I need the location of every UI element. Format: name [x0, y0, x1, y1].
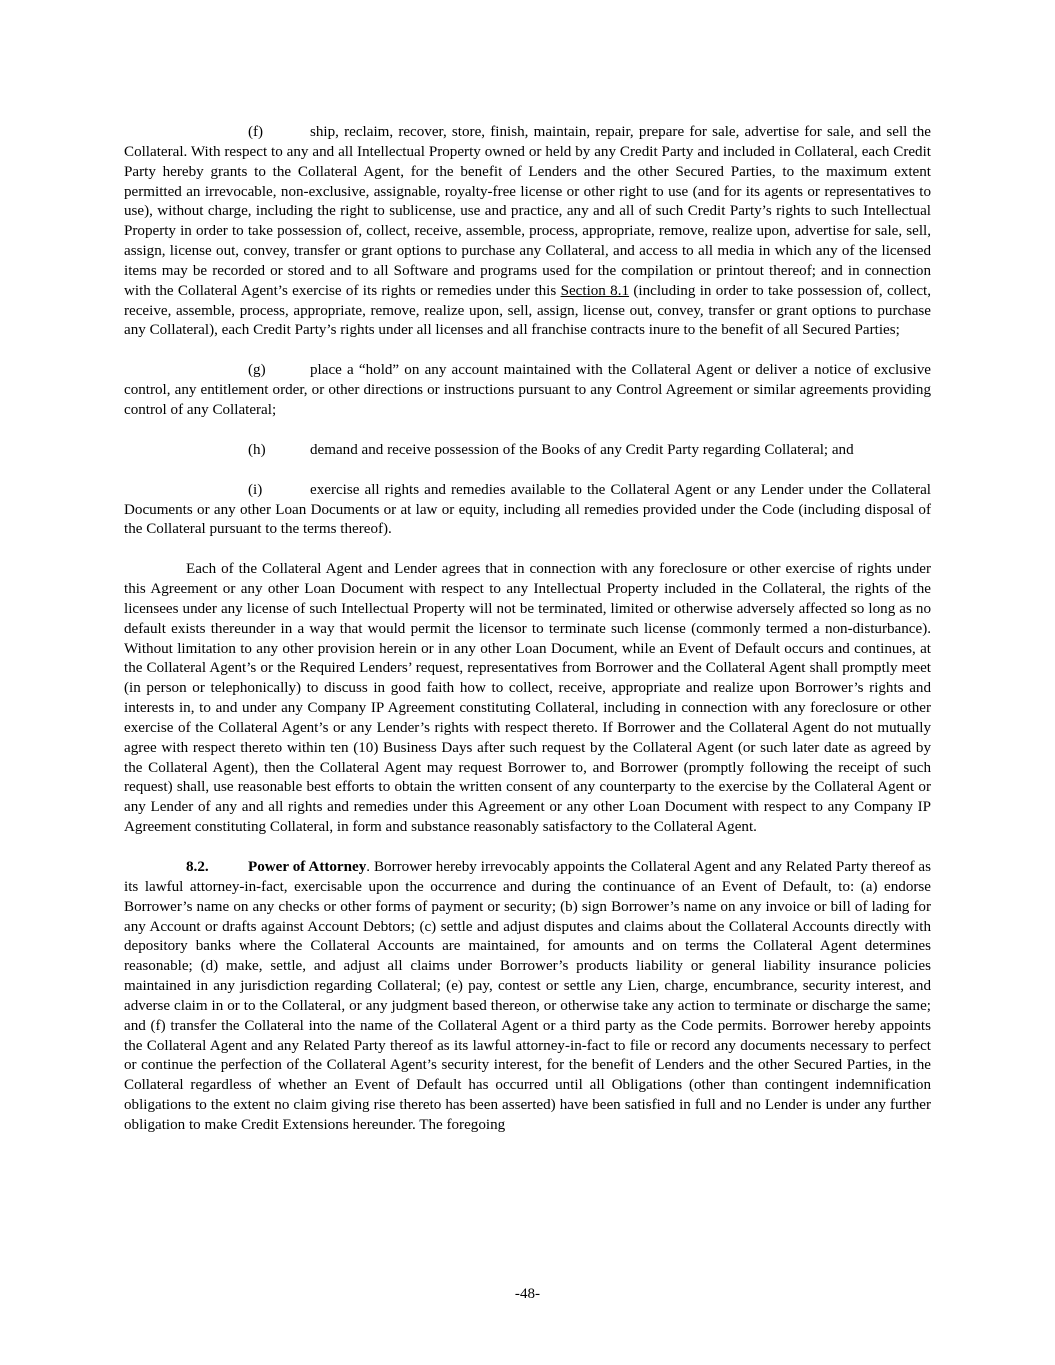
non-disturbance-paragraph: Each of the Collateral Agent and Lender agrees that in connection with any foreclosure or other exercise of rights under this Agreement or any other Loan Document with respect to any Intellectual Property included in the Collateral, the rights of the licensees under any license of such Intellectual Property will not be terminated, limited or otherwise adversely affected so long as no default exists thereunder in a way that would permit the licensor to terminate such license (commonly termed a non-disturbance). Without limitation to any other provision herein or in any other Loan Document, while an Event of Default occurs and continues, at the Collateral Agent’s or the Required Lenders’ request, representatives from Borrower and the Collateral Agent shall promptly meet (in person or telephonically) to discuss in good faith how to collect, receive, appropriate and realize upon Borrower’s rights and interests in, to and under any Company IP Agreement constituting Collateral, including in connection with any foreclosure or other exercise of the Collateral Agent’s or any Lender’s rights with respect thereto. If Borrower and the Collateral Agent do not mutually agree with respect thereto within ten (10) Business Days after such request by the Collateral Agent (or such later date as agreed by the Collateral Agent), then the Collateral Agent may request Borrower to, and Borrower (promptly following the receipt of such request) shall, use reasonable best efforts to obtain the written consent of any counterparty to the exercise by the Collateral Agent or any Lender of any and all rights and remedies under this Agreement or any other Loan Document with respect to any Company IP Agreement constituting Collateral, in form and substance reasonably satisfactory to the Collateral Agent. — [124, 561, 931, 836]
clause-g-label: (g) — [248, 362, 266, 379]
clause-i-label: (i) — [248, 481, 263, 498]
section-8-2 — [124, 858, 931, 1136]
clause-g — [124, 361, 931, 421]
clause-h — [124, 441, 931, 461]
clause-f-text-a: ship, reclaim, recover, store, finish, maintain, repair, prepare for sale, advertise for sale, and sell the Collateral. With respect to any and all Intellectual Property owned or held by any Credit Party and included in Collateral, each Credit Party hereby grants to the Collateral Agent, for the benefit of Lenders and the other Secured Parties, to the maximum extent permitted an irrevocable, non-exclusive, assignable, royalty-free license or other right to use (and for its agents or representatives to use), without charge, including the right to sublicense, use and practice, any and all of such Credit Party’s rights to such Intellectual Property in order to take possession of, collect, receive, assemble, process, appropriate, remove, realize upon, advertise for sale, sell, assign, license out, convey, transfer or grant options to purchase any Collateral, and access to all media in which any of the licensed items may be recorded or stored and to all Software and programs used for the compilation or printout thereof; and in connection with the Collateral Agent’s exercise of its rights or remedies under this — [124, 124, 931, 299]
spacer — [124, 540, 931, 560]
clause-f — [124, 123, 931, 341]
clause-i — [124, 481, 931, 541]
spacer — [124, 838, 931, 858]
spacer — [124, 341, 931, 361]
clause-h-label: (h) — [248, 441, 266, 458]
section-8-2-title: Power of Attorney — [248, 859, 367, 875]
page-number: -48- — [514, 1286, 541, 1302]
clause-f-text-b: (including in order to take possession of, collect, receive, assemble, process, appropriate, remove, realize upon, sell, assign, license out, convey, transfer or grant options to purchase any Collateral), each Credit Party’s rights under all licenses and all franchise contracts inure to the benefit of all Secured Parties; — [124, 282, 931, 339]
spacer — [124, 461, 931, 481]
clause-f-label: (f) — [248, 124, 264, 140]
document-page — [124, 123, 931, 1136]
section-8-2-number: 8.2. — [186, 859, 209, 875]
spacer — [124, 421, 931, 441]
section-8-1-link[interactable]: Section 8.1 — [560, 282, 630, 299]
section-8-2-text: . Borrower hereby irrevocably appoints the Collateral Agent and any Related Party thereof as its lawful attorney-in-fact, exercisable upon the occurrence and during the continuance of an Event of Default, to: (a) endorse Borrower’s name on any checks or other forms of payment or security; (b) sign Borrower’s name on any invoice or bill of lading for any Account or drafts against Account Debtors; (c) settle and adjust disputes and claims about the Collateral Accounts directly with depository banks where the Collateral Accounts are maintained, for amounts and on terms the Collateral Agent determines reasonable; (d) make, settle, and adjust all claims under Borrower’s products liability or general liability insurance policies maintained in any jurisdiction regarding Collateral; (e) pay, contest or settle any Lien, charge, encumbrance, security interest, and adverse claim in or to the Collateral, or any judgment based thereon, or otherwise take any action to terminate or discharge the same; and (f) transfer the Collateral into the name of the Collateral Agent or a third party as the Code permits. Borrower hereby appoints the Collateral Agent and any Related Party thereof as its lawful attorney-in-fact to file or record any documents necessary to perfect or continue the perfection of the Collateral Agent’s security interest, for the benefit of Lenders and the other Secured Parties, in the Collateral regardless of whether an Event of Default has occurred until all Obligations (other than contingent indemnification obligations to the extent no claim giving rise thereto has been asserted) have been satisfied in full and no Lender is under any further obligation to make Credit Extensions hereunder. The foregoing — [124, 859, 931, 1133]
clause-g-text: place a “hold” on any account maintained with the Collateral Agent or deliver a notice of exclusive control, any entitlement order, or other directions or instructions pursuant to any Control Agreement or similar agreements providing control of any Collateral; — [124, 362, 931, 418]
clause-h-text: demand and receive possession of the Books of any Credit Party regarding Collateral; and — [310, 441, 854, 458]
clause-i-text: exercise all rights and remedies available to the Collateral Agent or any Lender under the Collateral Documents or any other Loan Documents or at law or equity, including all remedies provided under the Code (including disposal of the Collateral pursuant to the terms thereof). — [124, 481, 931, 538]
